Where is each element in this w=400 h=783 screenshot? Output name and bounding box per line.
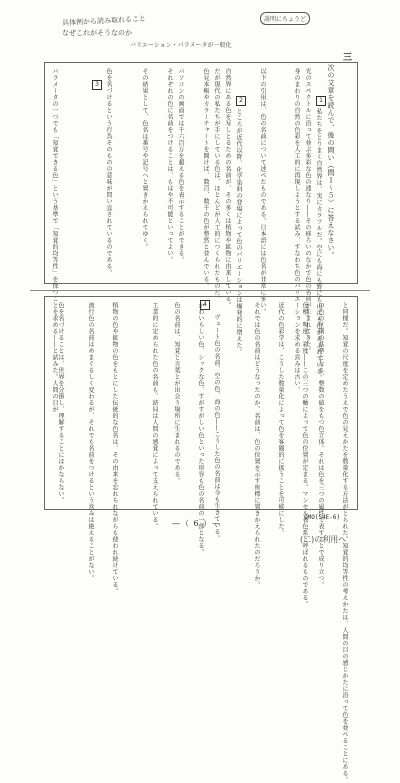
top-column-12: 色を名づけるという行為そのものの意味が問い直されているのである。 [105, 68, 112, 276]
handwritten-note-3: バリエーション・パラメータが一般化 [130, 42, 232, 49]
section-number: 三 [341, 52, 351, 62]
top-column-7: だが現代の私たちが手にしている色は、ほとんどが人工的につくられたものだ。 [213, 68, 220, 302]
paragraph-marker-1: 1 [316, 96, 326, 106]
page-number: —（ 6 ）— [172, 519, 222, 528]
handwritten-bottom-note: (二)の利用へ [300, 535, 347, 544]
bottom-column-11: 流行色の名前はめまぐるしく変わるが、それでも名前をつけるという営みは絶えることがない。 [87, 302, 94, 582]
top-column-8: 色見本帳やカラーチャートを開けば、数百、数千の色が整然と並んでいる。 [202, 68, 209, 289]
top-column-10: それぞれの色に名前をつけることは、もはや不可能といってよい。 [166, 68, 173, 263]
handwritten-note-4: 説明にちょうど [260, 12, 310, 25]
bottom-column-8: 色の名前は、知覚と言葉とが出会う場所に生まれるのである。 [173, 302, 180, 484]
top-last-column: パラメータの一つでも「知覚できる色」という基準で「知覚的均等性」を保つことを求める――と試みた。人間の目が [51, 68, 58, 413]
bottom-column-7: かわいらしい色、シックな色、すがすがしい色といった形容も色の名前の一部となる。 [197, 302, 204, 556]
bottom-column-1: と同様だ。知覚の尺度を定めたうえで色の見えかたを数量化する方法がとられた。知覚的均等性の考えかたは、人間の目の感じかたに沿って色を並べることにある。 [341, 302, 348, 783]
paragraph-marker-2: 2 [236, 96, 246, 106]
bottom-column-2: の色の区別の基準となる、整数の値をもつ色立体。それは色を三つの属性で表すことで成り立つ。 [317, 302, 324, 588]
bottom-column-4: 近代の色彩学は、こうした数量化によって色を客観的に扱うことを可能にした。 [277, 302, 284, 536]
bottom-column-6: ヴェート色の名前、空の色、海の色――こうした色の名前は今も生きている。 [213, 314, 220, 542]
top-column-5: ところが近代以降、化学染料の登場によって色のバリエーションは爆発的に増えた。 [235, 108, 242, 355]
handwritten-note-2: なぜこれがそうなのか [62, 29, 132, 37]
bottom-column-5: それでは色の名前はどうなったのか。名前は、色の位置を示す座標に置きかえられたのだろうか。 [253, 302, 260, 588]
top-column-11: その結果として、色名は番号や記号へと置きかえられてゆく。 [141, 68, 148, 250]
handwritten-note-1: 具体例から読み取れること [61, 14, 147, 28]
bottom-column-9: 工業的に定められた色の名前も、結局は人間の感覚によって支えられている。 [151, 302, 158, 530]
paragraph-marker-3: 3 [92, 80, 102, 90]
top-column-2: 光のスペクトルに沿って並ぶ多彩な色の連なり――その移ろいのなかで色の名前が生まれてきた。 [304, 68, 311, 354]
section-divider [30, 290, 370, 291]
top-column-3: 身のまわりの自然の色彩を人工的に再現しようとする試み、すなわち色のバリエーションを求める営みは古い。 [293, 68, 300, 393]
top-column-4: 以下の引用は、色の名前について述べたものである。日本語には色名が非常に多い。 [259, 68, 266, 315]
instruction-text: 次の文章を読んで、後の問い（問１〜５）に答えなさい。 [327, 64, 335, 259]
exam-code: OMO(S4E-6) [304, 514, 341, 521]
top-column-1: 私たちをとりまく自然界は、実にカラフルだ。空にも海にも野にも山にも色があふれている。 [315, 108, 322, 381]
paragraph-marker-4: 4 [200, 300, 210, 310]
top-column-6: 自然界にある色を写しとるための名前が、その多くは植物や鉱物に由来している。 [224, 68, 231, 309]
bottom-column-10: 植物の色や鉱物の色をもとにした伝統的な色名は、その由来を忘れられながらも使われ続けている。 [111, 302, 118, 595]
bottom-column-3: 色相、明度、彩度――この三つの軸によって色の位置が定まる。マンセル表色系と呼ばれるものである。 [301, 302, 308, 608]
bottom-column-12: 色を名づけることは、世界を分節し、理解することにほかならない。 [57, 302, 64, 504]
top-column-9: パソコンの画面では千六百万を超える色を表示することができる。 [177, 68, 184, 263]
